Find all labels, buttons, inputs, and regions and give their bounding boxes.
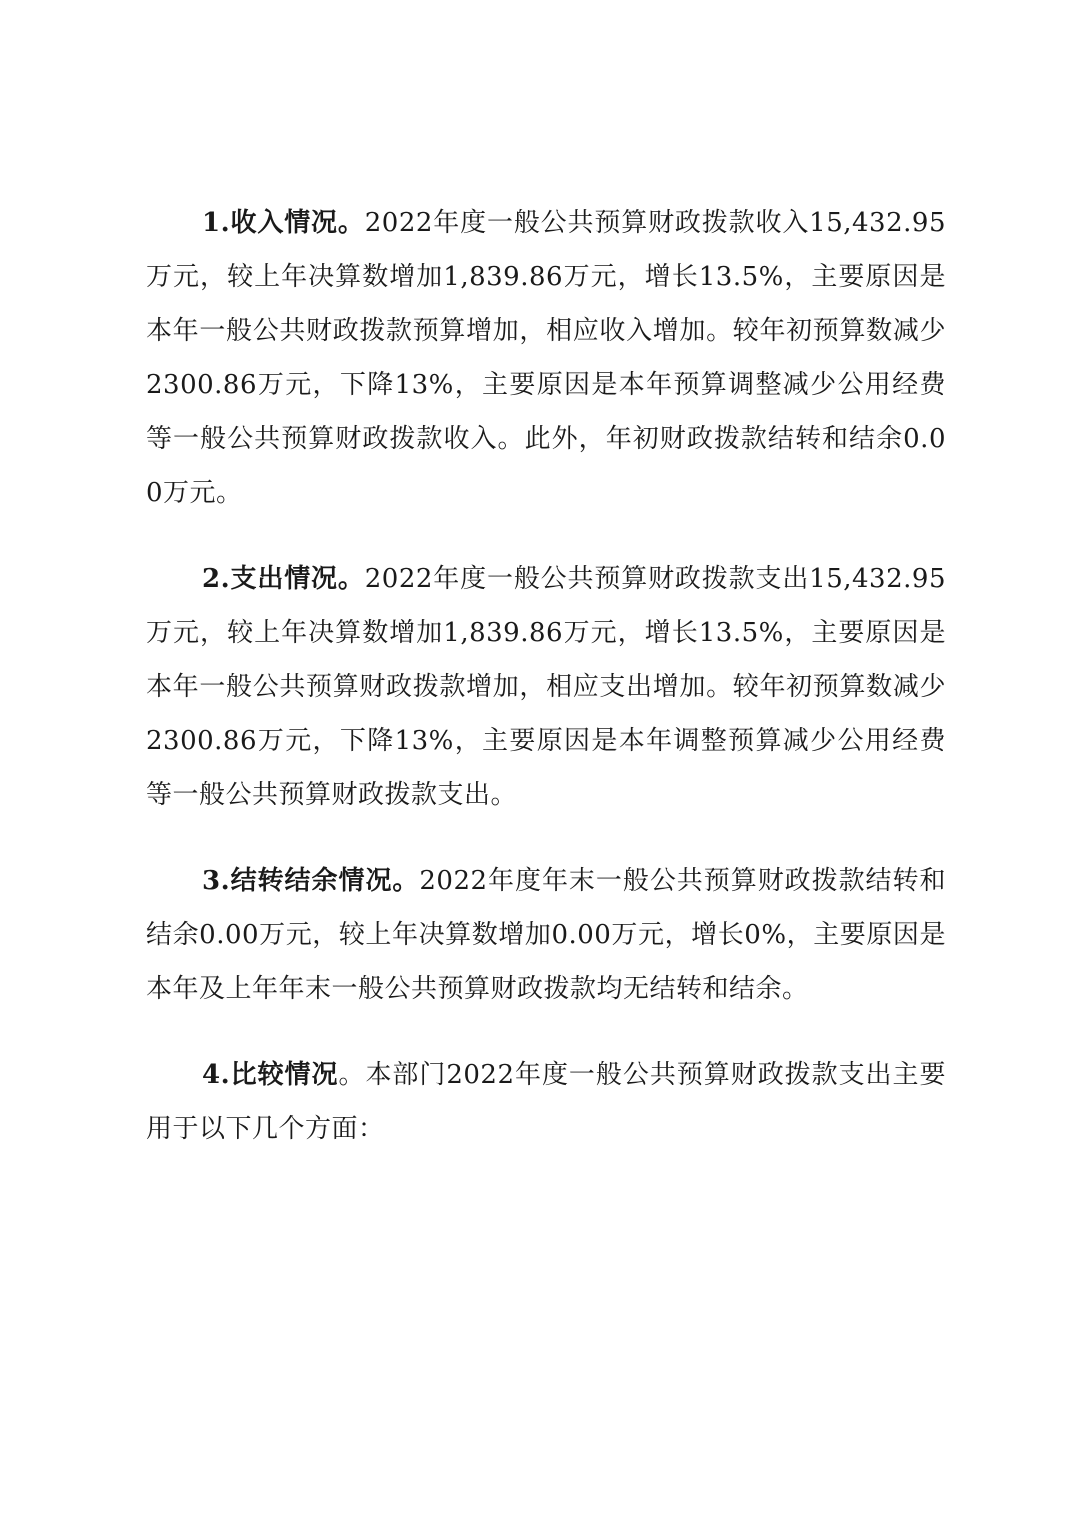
section-income-heading: 1.收入情况。 — [202, 208, 365, 238]
section-expenditure-heading: 2.支出情况。 — [202, 564, 365, 594]
section-carryover-text: 2022年度年末一般公共预算财政拨款结转和结余0.00万元，较上年决算数增加0.00万元，增长0%，主要原因是本年及上年年末一般公共预算财政拨款均无结转和结余。 — [146, 866, 946, 1004]
section-comparison-text: 。本部门2022年度一般公共预算财政拨款支出主要用于以下几个方面： — [146, 1060, 946, 1144]
section-income — [146, 196, 946, 520]
section-comparison-heading: 4.比较情况 — [202, 1060, 339, 1090]
section-carryover-heading: 3.结转结余情况。 — [202, 866, 420, 896]
section-comparison — [146, 1048, 946, 1156]
section-expenditure-text: 2022年度一般公共预算财政拨款支出15,432.95万元，较上年决算数增加1,839.86万元，增长13.5%，主要原因是本年一般公共预算财政拨款增加，相应支出增加。较年初预算数减少2300.86万元，下降13%，主要原因是本年调整预算减少公用经费等一般公共预算财政拨款支出。 — [146, 564, 946, 810]
section-income-text: 2022年度一般公共预算财政拨款收入15,432.95万元，较上年决算数增加1,839.86万元，增长13.5%，主要原因是本年一般公共财政拨款预算增加，相应收入增加。较年初预算数减少2300.86万元，下降13%，主要原因是本年预算调整减少公用经费等一般公共预算财政拨款收入。此外，年初财政拨款结转和结余0.00万元。 — [146, 208, 946, 508]
section-expenditure — [146, 552, 946, 822]
section-carryover — [146, 854, 946, 1016]
document-body — [146, 196, 946, 1188]
